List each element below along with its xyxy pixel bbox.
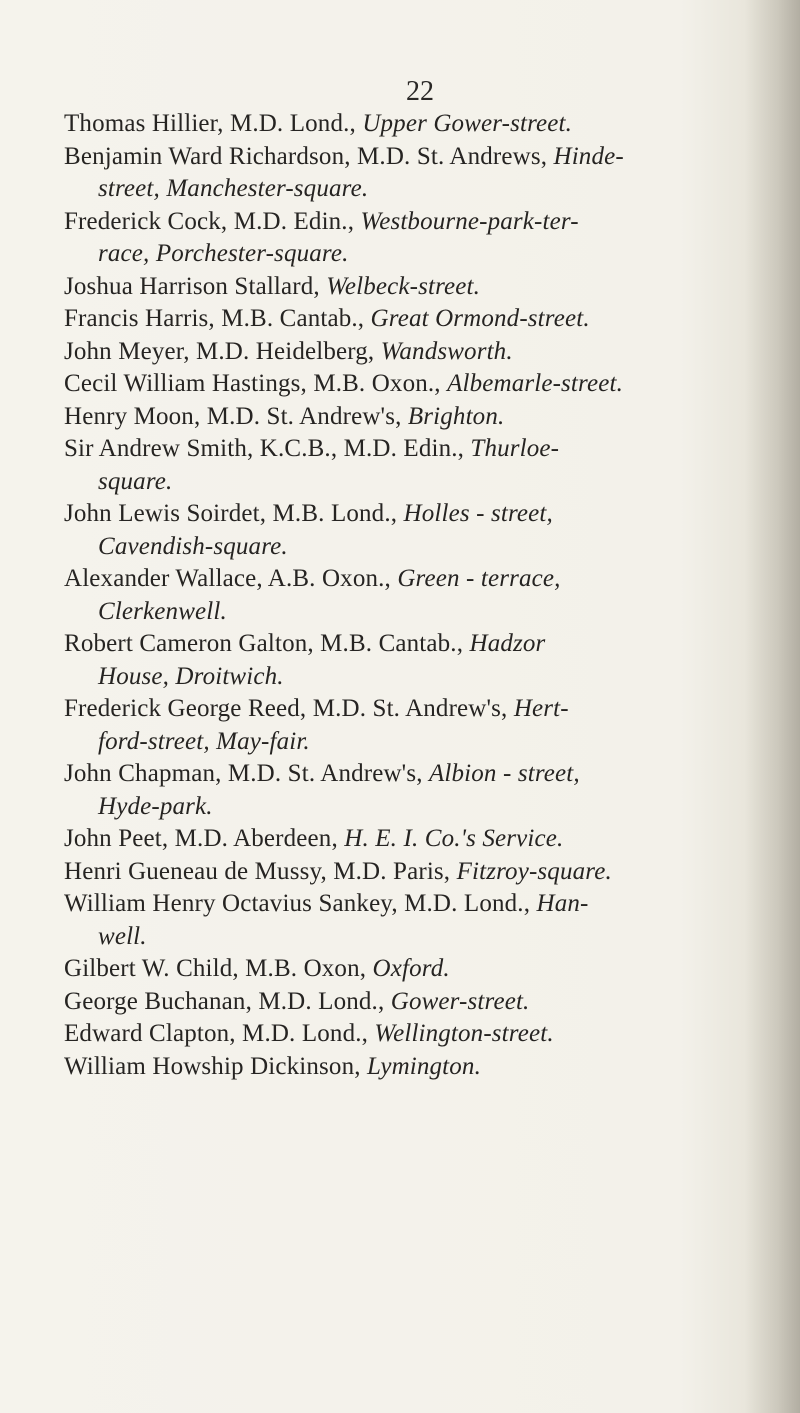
entry-name: Edward Clapton, M.D. Lond., [64,1020,375,1047]
entry-address-continued: Clerkenwell. [98,597,227,625]
entry-address: Hinde- [553,142,624,170]
list-item [64,433,754,498]
entry-address: Holles - street, [403,500,553,527]
entry-name: Robert Cameron Galton, M.B. Cantab., [64,630,470,657]
entry-address: Wellington-street. [374,1020,554,1047]
entry-list [64,108,754,1083]
entry-name: Frederick Cock, M.D. Edin., [64,207,361,235]
entry-name: Benjamin Ward Richardson, M.D. St. Andrews, [64,142,554,170]
entry-address: Albion - street, [429,760,580,787]
entry-name: Alexander Wallace, A.B. Oxon., [64,565,398,592]
entry-address: Oxford. [372,955,450,982]
entry-address-continued: well. [98,922,147,950]
entry-address-continued: Hyde-park. [98,792,213,820]
list-item [64,563,754,628]
entry-address-continued: street, Manchester-square. [98,175,369,202]
entry-address: Upper Gower-street. [362,110,573,137]
entry-address: Han- [536,890,589,917]
list-item [64,986,754,1019]
page-number: 22 [406,76,434,107]
entry-name: Sir Andrew Smith, K.C.B., M.D. Edin., [64,435,471,462]
entry-address: Fitzroy-square. [456,857,612,885]
list-item [64,271,754,304]
entry-address: Thurloe- [470,435,560,462]
entry-address: Green - terrace, [397,565,561,592]
entry-name: John Meyer, M.D. Heidelberg, [64,337,381,365]
entry-name: Cecil William Hastings, M.B. Oxon., [64,370,448,397]
list-item [64,693,754,758]
list-item [64,888,754,953]
entry-address: Great Ormond-street. [370,305,590,332]
entry-name: Francis Harris, M.B. Cantab., [64,305,371,332]
entry-name: William Henry Octavius Sankey, M.D. Lond., [64,890,537,917]
entry-address: Albemarle-street. [447,370,623,397]
entry-name: Gilbert W. Child, M.B. Oxon, [64,955,373,982]
entry-name: Henry Moon, M.D. St. Andrew's, [64,402,408,430]
entry-name: John Chapman, M.D. St. Andrew's, [64,760,430,787]
entry-address-continued: square. [98,467,173,495]
entry-name: Henri Gueneau de Mussy, M.D. Paris, [64,857,457,885]
list-item [64,368,754,401]
list-item [64,823,754,856]
list-item [64,1051,754,1084]
list-item [64,141,754,206]
list-item [64,953,754,986]
entry-address: Westbourne-park-ter- [360,207,579,235]
list-item [64,1018,754,1051]
entry-address: Lymington. [367,1052,481,1080]
list-item [64,628,754,693]
entry-name: John Peet, M.D. Aberdeen, [64,825,345,852]
entry-address: Brighton. [407,402,505,430]
list-item [64,336,754,369]
entry-address-continued: House, Droitwich. [98,662,284,690]
entry-address: Hert- [513,695,569,722]
list-item [64,856,754,889]
list-item [64,498,754,563]
entry-address-continued: race, Porchester-square. [98,240,349,267]
list-item [64,758,754,823]
list-item [64,108,754,141]
entry-address: Wandsworth. [380,337,513,365]
entry-address: Gower-street. [390,987,530,1015]
list-item [64,303,754,336]
entry-address-continued: Cavendish-square. [98,532,288,560]
entry-address: Welbeck-street. [326,272,481,300]
list-item [64,401,754,434]
entry-address: Hadzor [469,630,546,657]
entry-name: William Howship Dickinson, [64,1052,368,1080]
entry-address: H. E. I. Co.'s Service. [344,825,564,852]
entry-address-continued: ford-street, May-fair. [98,727,310,755]
entry-name: John Lewis Soirdet, M.B. Lond., [64,500,404,527]
entry-name: Joshua Harrison Stallard, [64,272,327,300]
entry-name: Frederick George Reed, M.D. St. Andrew's, [64,695,514,722]
list-item [64,206,754,271]
entry-name: George Buchanan, M.D. Lond., [64,987,391,1015]
entry-name: Thomas Hillier, M.D. Lond., [64,110,363,137]
